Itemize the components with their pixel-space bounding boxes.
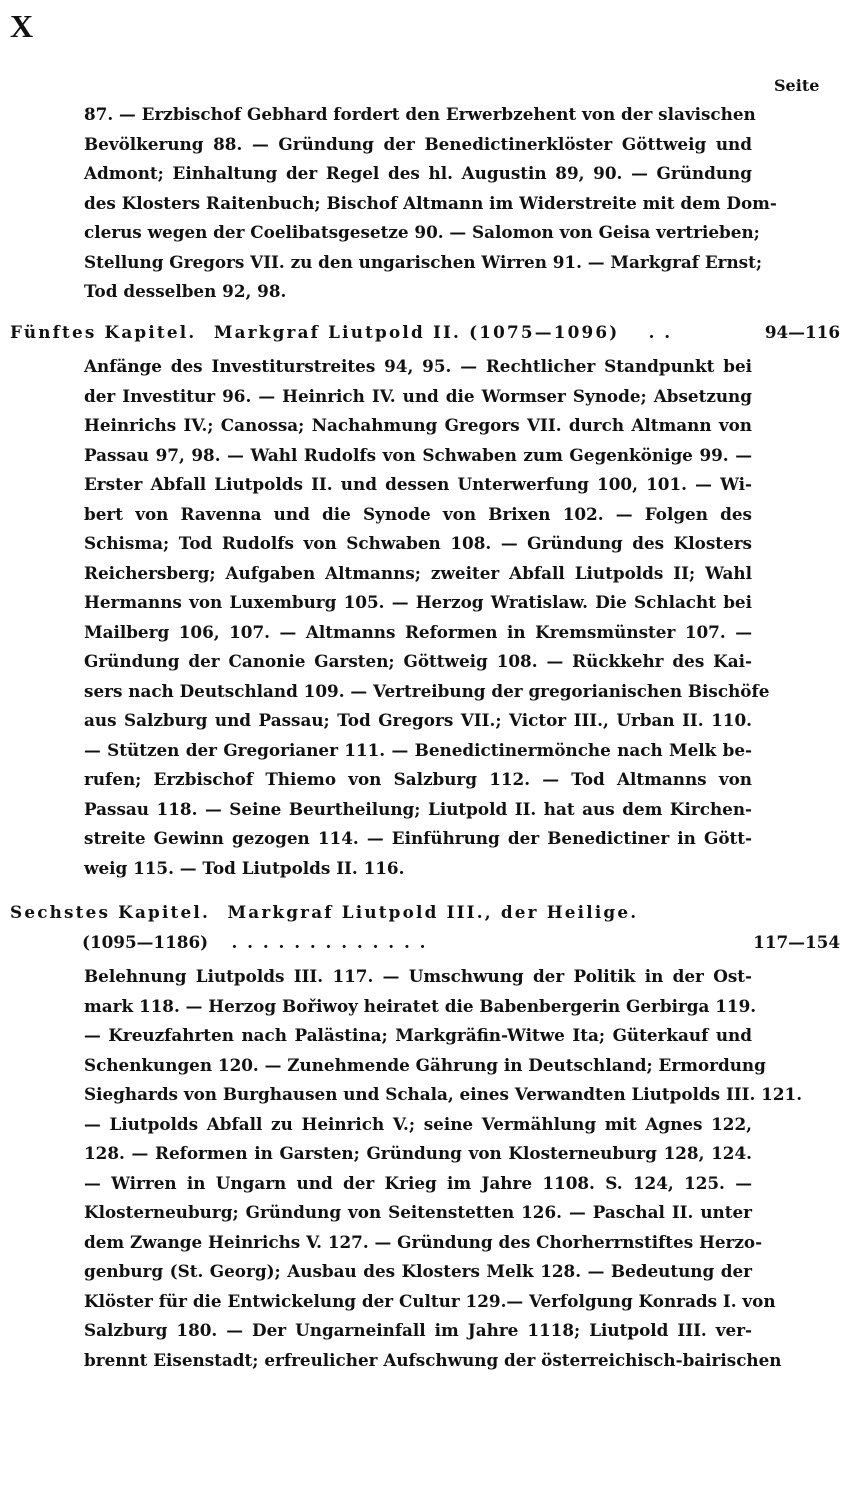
text-line: sers nach Deutschland 109. — Vertreibung der gregorianischen Bischöfe	[84, 680, 770, 701]
page-number: X	[10, 8, 34, 44]
chapter-title: Markgraf Liutpold II. (1075—1096)	[213, 322, 620, 342]
text-line: Passau 118. — Seine Beurtheilung; Liutpold II. hat aus dem Kirchen-	[84, 798, 752, 819]
text-line: Hermanns von Luxemburg 105. — Herzog Wratislaw. Die Schlacht bei	[84, 592, 752, 612]
chapter-heading-6	[10, 898, 840, 928]
text-line: — Wirren in Ungarn und der Krieg im Jahre 1108. S. 124, 125. —	[84, 1172, 752, 1193]
text-line: Tod desselben 92, 98.	[84, 281, 287, 301]
text-line: aus Salzburg und Passau; Tod Gregors VII.; Victor III., Urban II. 110.	[84, 710, 752, 730]
text-line: — Stützen der Gregorianer 111. — Benedictinermönche nach Melk be-	[84, 739, 752, 760]
chapter-summary-4-continued	[84, 100, 777, 307]
text-line: — Liutpolds Abfall zu Heinrich V.; seine Vermählung mit Agnes 122,	[84, 1113, 752, 1134]
text-line: Anfänge des Investiturstreites 94, 95. — Rechtlicher Standpunkt bei	[84, 356, 752, 376]
text-line: des Klosters Raitenbuch; Bischof Altmann im Widerstreite mit dem Dom-	[84, 192, 777, 213]
text-line: dem Zwange Heinrichs V. 127. — Gründung des Chorherrnstiftes Herzo-	[84, 1231, 763, 1252]
text-line: Erster Abfall Liutpolds II. und dessen Unterwerfung 100, 101. — Wi-	[84, 474, 752, 494]
column-header-seite: Seite	[774, 76, 820, 95]
leader-dots: . .	[648, 322, 673, 342]
chapter-pages: 94—116	[764, 322, 840, 342]
chapter-label: Fünftes Kapitel.	[10, 322, 197, 342]
text-line: Sieghards von Burghausen und Schala, eines Verwandten Liutpolds III. 121.	[84, 1084, 803, 1104]
text-line: — Kreuzfahrten nach Palästina; Markgräfin-Witwe Ita; Güterkauf und	[84, 1025, 752, 1045]
text-line: clerus wegen der Coelibatsgesetze 90. — Salomon von Geisa vertrieben;	[84, 222, 760, 242]
text-line: Salzburg 180. — Der Ungarneinfall im Jahre 1118; Liutpold III. ver-	[84, 1320, 752, 1340]
text-line: Klöster für die Entwickelung der Cultur 129.— Verfolgung Konrads I. von	[84, 1290, 776, 1311]
text-line: bert von Ravenna und die Synode von Brixen 102. — Folgen des	[84, 503, 752, 524]
chapter-pages: 117—154	[753, 932, 840, 952]
text-line: Bevölkerung 88. — Gründung der Benedictinerklöster Göttweig und	[84, 133, 752, 154]
chapter-title: Markgraf Liutpold III., der Heilige.	[227, 902, 639, 922]
text-line: Reichersberg; Aufgaben Altmanns; zweiter Abfall Liutpolds II; Wahl	[84, 562, 752, 583]
text-line: mark 118. — Herzog Bořiwoy heiratet die Babenbergerin Gerbirga 119.	[84, 995, 757, 1016]
chapter-summary-6	[84, 962, 803, 1375]
chapter-heading-5	[10, 318, 840, 348]
text-line: rufen; Erzbischof Thiemo von Salzburg 112. — Tod Altmanns von	[84, 769, 752, 789]
text-line: Schenkungen 120. — Zunehmende Gährung in Deutschland; Ermordung	[84, 1054, 766, 1075]
text-line: Heinrichs IV.; Canossa; Nachahmung Gregors VII. durch Altmann von	[84, 415, 752, 435]
text-line: Schisma; Tod Rudolfs von Schwaben 108. — Gründung des Klosters	[84, 533, 752, 553]
text-line: der Investitur 96. — Heinrich IV. und die Wormser Synode; Absetzung	[84, 385, 752, 406]
chapter-years: (1095—1186)	[82, 932, 209, 952]
leader-dots: . . . . . . . . . . . . .	[231, 932, 428, 952]
text-line: Admont; Einhaltung der Regel des hl. Augustin 89, 90. — Gründung	[84, 163, 752, 183]
text-line: genburg (St. Georg); Ausbau des Klosters Melk 128. — Bedeutung der	[84, 1261, 752, 1281]
text-line: Stellung Gregors VII. zu den ungarischen Wirren 91. — Markgraf Ernst;	[84, 251, 763, 272]
text-line: Belehnung Liutpolds III. 117. — Umschwung der Politik in der Ost-	[84, 966, 752, 986]
text-line: Passau 97, 98. — Wahl Rudolfs von Schwaben zum Gegenkönige 99. —	[84, 444, 752, 465]
chapter-heading-6-line2	[10, 928, 840, 958]
text-line: Gründung der Canonie Garsten; Göttweig 108. — Rückkehr des Kai-	[84, 651, 752, 671]
chapter-label: Sechstes Kapitel.	[10, 902, 210, 922]
chapter-summary-5	[84, 352, 770, 883]
text-line: brennt Eisenstadt; erfreulicher Aufschwung der österreichisch-bairischen	[84, 1349, 782, 1370]
text-line: Klosterneuburg; Gründung von Seitenstetten 126. — Paschal II. unter	[84, 1202, 752, 1222]
text-line: weig 115. — Tod Liutpolds II. 116.	[84, 857, 405, 878]
text-line: streite Gewinn gezogen 114. — Einführung der Benedictiner in Gött-	[84, 828, 752, 848]
text-line: Mailberg 106, 107. — Altmanns Reformen in Kremsmünster 107. —	[84, 621, 752, 642]
text-line: 87. — Erzbischof Gebhard fordert den Erwerbzehent von der slavischen	[84, 104, 756, 124]
text-line: 128. — Reformen in Garsten; Gründung von Klosterneuburg 128, 124.	[84, 1143, 752, 1163]
